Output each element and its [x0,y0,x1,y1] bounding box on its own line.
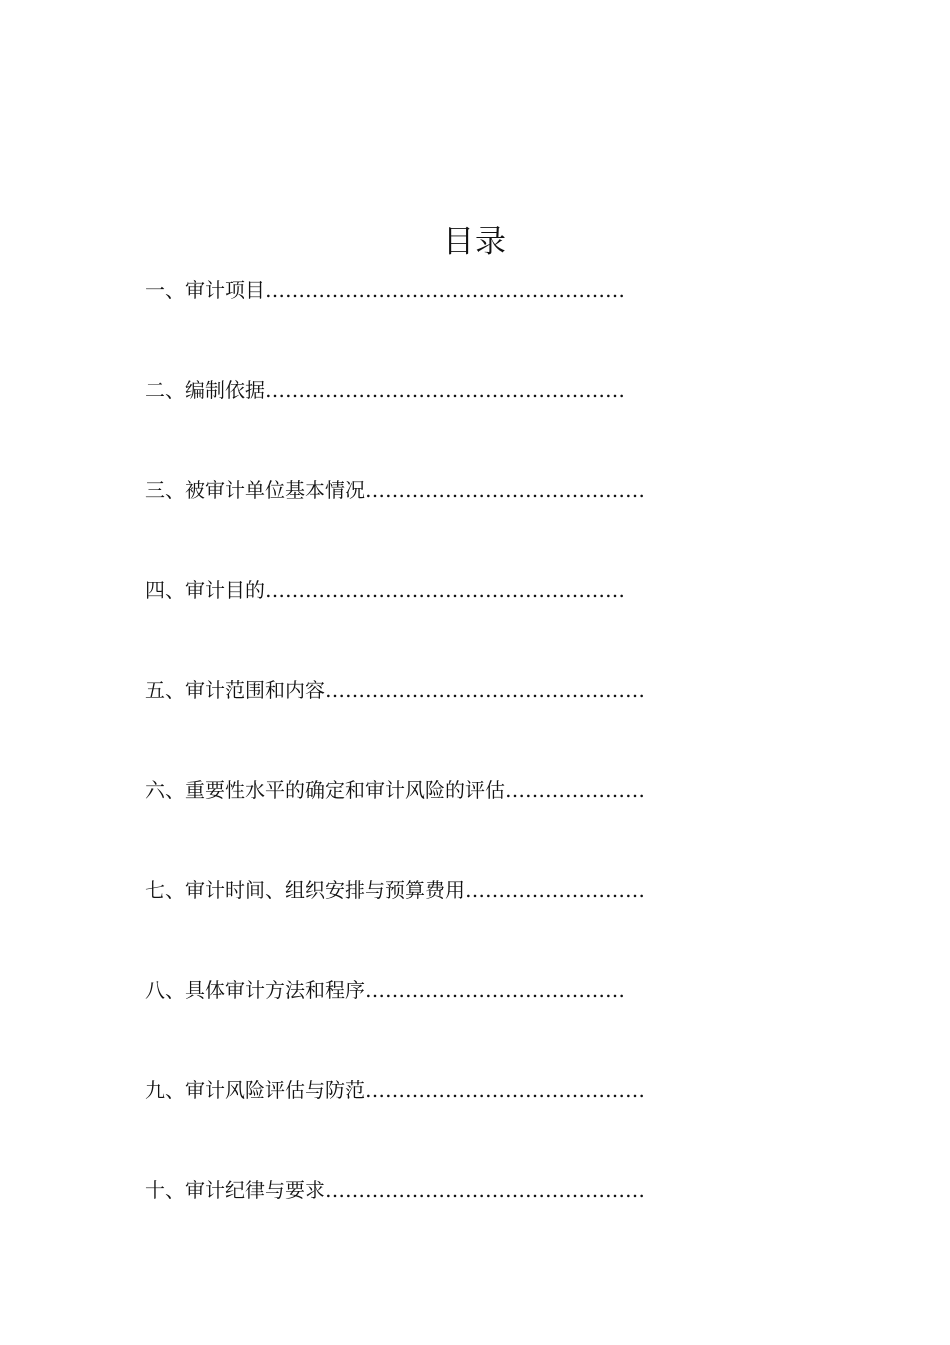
toc-leader-dots: ……………………… [465,878,645,902]
toc-leader-dots: ………………… [505,778,645,802]
toc-leader-dots: ………………………………………… [325,678,645,702]
toc-entry-label: 九、审计风险评估与防范 [145,1078,365,1102]
toc-list [145,274,725,1274]
toc-title: 目录 [443,224,507,260]
toc-entry[interactable] [145,1174,725,1274]
toc-entry[interactable] [145,274,725,374]
toc-leader-dots: ……………………………………………… [265,378,625,402]
toc-entry-label: 七、审计时间、组织安排与预算费用 [145,878,465,902]
toc-entry[interactable] [145,1074,725,1174]
toc-entry-label: 八、具体审计方法和程序 [145,978,365,1002]
toc-entry[interactable] [145,474,725,574]
toc-entry-label: 六、重要性水平的确定和审计风险的评估 [145,778,505,802]
toc-leader-dots: ………………………………………… [325,1178,645,1202]
toc-entry[interactable] [145,874,725,974]
toc-leader-dots: ……………………………………………… [265,578,625,602]
toc-leader-dots: …………………………………… [365,1078,645,1102]
toc-entry-label: 二、编制依据 [145,378,265,402]
toc-entry[interactable] [145,774,725,874]
toc-leader-dots: ……………………………………………… [265,278,625,302]
toc-entry[interactable] [145,374,725,474]
toc-entry[interactable] [145,574,725,674]
toc-entry[interactable] [145,974,725,1074]
toc-leader-dots: …………………………………… [365,478,645,502]
toc-leader-dots: ………………………………… [365,978,625,1002]
toc-entry-label: 十、审计纪律与要求 [145,1178,325,1202]
toc-entry[interactable] [145,674,725,774]
toc-entry-label: 五、审计范围和内容 [145,678,325,702]
toc-entry-label: 四、审计目的 [145,578,265,602]
toc-entry-label: 一、审计项目 [145,278,265,302]
toc-entry-label: 三、被审计单位基本情况 [145,478,365,502]
